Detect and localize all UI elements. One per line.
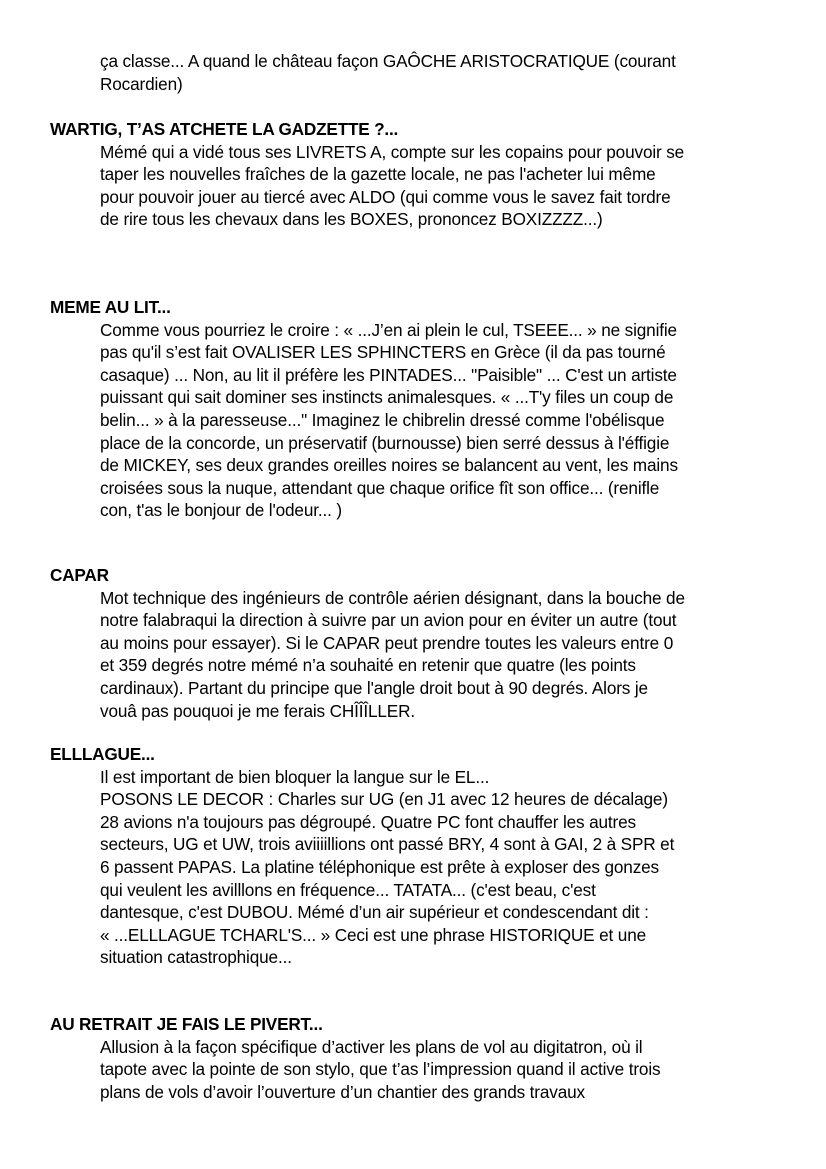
text-line: vouâ pas pouquoi je me ferais CHÎÎÎLLER. (100, 700, 416, 721)
section-continuation (50, 50, 790, 95)
text-line: place de la concorde, un préservatif (burnousse) bien serré dessus à l'éffigie (100, 432, 670, 453)
section-au-retrait (50, 1013, 790, 1103)
text-line: puissant qui sait dominer ses instincts animalesques. « ...T'y files un coup de (100, 387, 674, 408)
text-line: croisées sous la nuque, attendant que chaque orifice fît son office... (renifle (100, 477, 660, 498)
text-line: POSONS LE DECOR : Charles sur UG (en J1 avec 12 heures de décalage) (100, 789, 668, 810)
text-line: Comme vous pourriez le croire : « ...J’en ai plein le cul, TSEEE... » ne signifie (100, 319, 677, 340)
section-meme-au-lit (50, 296, 790, 522)
section-heading: WARTIG, T’AS ATCHETE LA GADZETTE ?... (50, 119, 399, 139)
section-elllague (50, 743, 790, 969)
text-line: dantesque, c'est DUBOU. Mémé d’un air supérieur et condescendant dit : (100, 902, 649, 923)
text-line: pour pouvoir jouer au tiercé avec ALDO (qui comme vous le savez fait tordre (100, 186, 671, 207)
section-heading: MEME AU LIT... (50, 297, 171, 317)
text-line: « ...ELLLAGUE TCHARL'S... » Ceci est une phrase HISTORIQUE et une (100, 924, 647, 945)
text-line: secteurs, UG et UW, trois aviiiillions ont passé BRY, 4 sont à GAI, 2 à SPR et (100, 834, 675, 855)
text-line: pas qu'il s’est fait OVALISER LES SPHINCTERS en Grèce (il da pas tourné (100, 342, 666, 363)
text-line: 6 passent PAPAS. La platine téléphonique est prête à exploser des gonzes (100, 856, 659, 877)
text-line: situation catastrophique... (100, 947, 292, 968)
text-line: belin... » à la paresseuse..." Imaginez le chibrelin dressé comme l'obélisque (100, 409, 665, 430)
section-body (50, 1036, 790, 1104)
text-line: plans de vols d’avoir l’ouverture d’un chantier des grands travaux (100, 1081, 585, 1102)
text-line: notre falabraqui la direction à suivre par un avion pour en éviter un autre (tout (100, 610, 677, 631)
section-body (50, 766, 790, 969)
text-line: con, t'as le bonjour de l'odeur... ) (100, 500, 342, 521)
text-line: Rocardien) (100, 73, 183, 94)
text-line: de MICKEY, ses deux grandes oreilles noires se balancent au vent, les mains (100, 455, 678, 476)
text-line: Allusion à la façon spécifique d’activer les plans de vol au digitatron, où il (100, 1036, 643, 1057)
section-capar (50, 564, 790, 722)
section-heading: ELLLAGUE... (50, 744, 155, 764)
text-line: cardinaux). Partant du principe que l'angle droit bout à 90 degrés. Alors je (100, 677, 648, 698)
text-line: de rire tous les chevaux dans les BOXES, prononcez BOXIZZZZ...) (100, 209, 603, 230)
text-line: taper les nouvelles fraîches de la gazette locale, ne pas l'acheter lui même (100, 164, 656, 185)
text-line: casaque) ... Non, au lit il préfère les PINTADES... "Paisible" ... C'est un artiste (100, 364, 677, 385)
section-body (50, 50, 790, 95)
section-heading: CAPAR (50, 565, 109, 585)
section-body (50, 141, 790, 231)
section-body (50, 587, 790, 723)
text-line: 28 avions n'a toujours pas dégroupé. Quatre PC font chauffer les autres (100, 811, 636, 832)
text-line: Mot technique des ingénieurs de contrôle aérien désignant, dans la bouche de (100, 587, 685, 608)
section-heading: AU RETRAIT JE FAIS LE PIVERT... (50, 1014, 323, 1034)
text-line: qui veulent les avilllons en fréquence... TATATA... (c'est beau, c'est (100, 879, 596, 900)
text-line: et 359 degrés notre mémé n’a souhaité en retenir que quatre (les points (100, 655, 636, 676)
text-line: tapote avec la pointe de son stylo, que t’as l’impression quand il active trois (100, 1059, 661, 1080)
text-line: au moins pour essayer). Si le CAPAR peut prendre toutes les valeurs entre 0 (100, 632, 674, 653)
text-line: ça classe... A quand le château façon GAÔCHE ARISTOCRATIQUE (courant (100, 51, 676, 71)
section-wartig (50, 118, 790, 231)
section-body (50, 319, 790, 522)
text-line: Il est important de bien bloquer la langue sur le EL... (100, 766, 490, 787)
text-line: Mémé qui a vidé tous ses LIVRETS A, compte sur les copains pour pouvoir se (100, 141, 685, 162)
